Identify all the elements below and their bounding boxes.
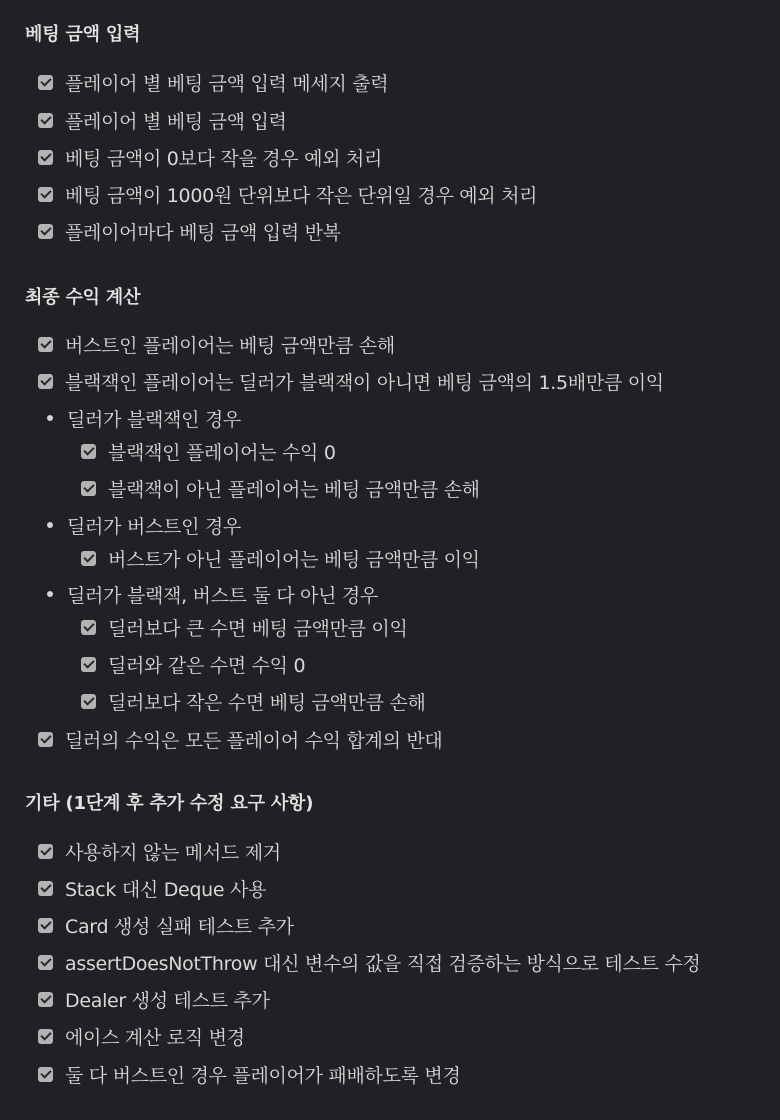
bullet-label: 딜러가 블랙잭인 경우 bbox=[67, 408, 241, 431]
task-item bbox=[38, 331, 395, 357]
task-item bbox=[38, 838, 281, 864]
checkbox-checked-icon[interactable] bbox=[38, 150, 53, 165]
checkbox-checked-icon[interactable] bbox=[38, 992, 53, 1007]
task-item bbox=[81, 651, 305, 677]
task-label: 플레이어 별 베팅 금액 입력 bbox=[65, 110, 287, 133]
task-item bbox=[38, 218, 341, 244]
checkbox-checked-icon[interactable] bbox=[81, 444, 96, 459]
task-label: assertDoesNotThrow 대신 변수의 값을 직접 검증하는 방식으로 테스트 수정 bbox=[65, 952, 701, 975]
task-item bbox=[38, 1023, 245, 1049]
task-item bbox=[38, 986, 270, 1012]
checkbox-checked-icon[interactable] bbox=[38, 374, 53, 389]
checkbox-checked-icon[interactable] bbox=[38, 1029, 53, 1044]
task-item bbox=[38, 1061, 461, 1087]
task-label: 딜러보다 큰 수면 베팅 금액만큼 이익 bbox=[108, 617, 408, 640]
bullet-dot-icon bbox=[47, 522, 53, 528]
checkbox-checked-icon[interactable] bbox=[38, 881, 53, 896]
section-heading-betting-input: 베팅 금액 입력 bbox=[25, 24, 141, 45]
bullet-item bbox=[47, 512, 241, 538]
task-label: 딜러와 같은 수면 수익 0 bbox=[108, 654, 306, 677]
checkbox-checked-icon[interactable] bbox=[81, 551, 96, 566]
task-item bbox=[81, 688, 426, 714]
bullet-item bbox=[47, 405, 241, 431]
checkbox-checked-icon[interactable] bbox=[38, 1067, 53, 1082]
checkbox-checked-icon[interactable] bbox=[38, 918, 53, 933]
section-heading-misc: 기타 (1단계 후 추가 수정 요구 사항) bbox=[25, 793, 314, 814]
task-label: 사용하지 않는 메서드 제거 bbox=[65, 841, 281, 864]
checkbox-checked-icon[interactable] bbox=[38, 844, 53, 859]
task-label: 버스트가 아닌 플레이어는 베팅 금액만큼 이익 bbox=[108, 548, 480, 571]
task-item bbox=[38, 181, 537, 207]
checkbox-checked-icon[interactable] bbox=[81, 620, 96, 635]
task-label: 둘 다 버스트인 경우 플레이어가 패배하도록 변경 bbox=[65, 1064, 461, 1087]
task-item bbox=[38, 912, 294, 938]
task-item bbox=[38, 949, 700, 975]
checkbox-checked-icon[interactable] bbox=[38, 187, 53, 202]
checkbox-checked-icon[interactable] bbox=[38, 337, 53, 352]
bullet-dot-icon bbox=[47, 591, 53, 597]
bullet-dot-icon bbox=[47, 415, 53, 421]
task-label: 블랙잭인 플레이어는 딜러가 블랙잭이 아니면 베팅 금액의 1.5배만큼 이익 bbox=[65, 371, 664, 394]
bullet-label: 딜러가 버스트인 경우 bbox=[67, 515, 241, 538]
task-label: Card 생성 실패 테스트 추가 bbox=[65, 915, 294, 938]
task-item bbox=[38, 69, 388, 95]
task-item bbox=[81, 545, 480, 571]
task-item bbox=[38, 107, 287, 133]
bullet-label: 딜러가 블랙잭, 버스트 둘 다 아닌 경우 bbox=[67, 584, 378, 607]
task-label: 플레이어 별 베팅 금액 입력 메세지 출력 bbox=[65, 72, 389, 95]
task-label: 딜러의 수익은 모든 플레이어 수익 합계의 반대 bbox=[65, 729, 443, 752]
task-label: Stack 대신 Deque 사용 bbox=[65, 878, 267, 901]
task-item bbox=[81, 438, 336, 464]
task-label: 버스트인 플레이어는 베팅 금액만큼 손해 bbox=[65, 334, 395, 357]
checkbox-checked-icon[interactable] bbox=[38, 75, 53, 90]
task-label: Dealer 생성 테스트 추가 bbox=[65, 989, 270, 1012]
checkbox-checked-icon[interactable] bbox=[38, 732, 53, 747]
task-label: 베팅 금액이 1000원 단위보다 작은 단위일 경우 예외 처리 bbox=[65, 184, 538, 207]
checkbox-checked-icon[interactable] bbox=[38, 955, 53, 970]
checkbox-checked-icon[interactable] bbox=[38, 113, 53, 128]
checkbox-checked-icon[interactable] bbox=[38, 224, 53, 239]
task-item bbox=[81, 614, 408, 640]
checkbox-checked-icon[interactable] bbox=[81, 481, 96, 496]
task-item bbox=[38, 368, 664, 394]
bullet-item bbox=[47, 581, 378, 607]
task-label: 딜러보다 작은 수면 베팅 금액만큼 손해 bbox=[108, 691, 426, 714]
task-label: 블랙잭인 플레이어는 수익 0 bbox=[108, 441, 336, 464]
task-label: 블랙잭이 아닌 플레이어는 베팅 금액만큼 손해 bbox=[108, 478, 480, 501]
task-label: 플레이어마다 베팅 금액 입력 반복 bbox=[65, 221, 341, 244]
checkbox-checked-icon[interactable] bbox=[81, 657, 96, 672]
checkbox-checked-icon[interactable] bbox=[81, 694, 96, 709]
task-item bbox=[81, 475, 480, 501]
task-item bbox=[38, 875, 266, 901]
task-label: 베팅 금액이 0보다 작을 경우 예외 처리 bbox=[65, 147, 383, 170]
section-heading-final-profit: 최종 수익 계산 bbox=[25, 287, 141, 308]
task-label: 에이스 계산 로직 변경 bbox=[65, 1026, 245, 1049]
task-item bbox=[38, 726, 442, 752]
task-item bbox=[38, 144, 382, 170]
